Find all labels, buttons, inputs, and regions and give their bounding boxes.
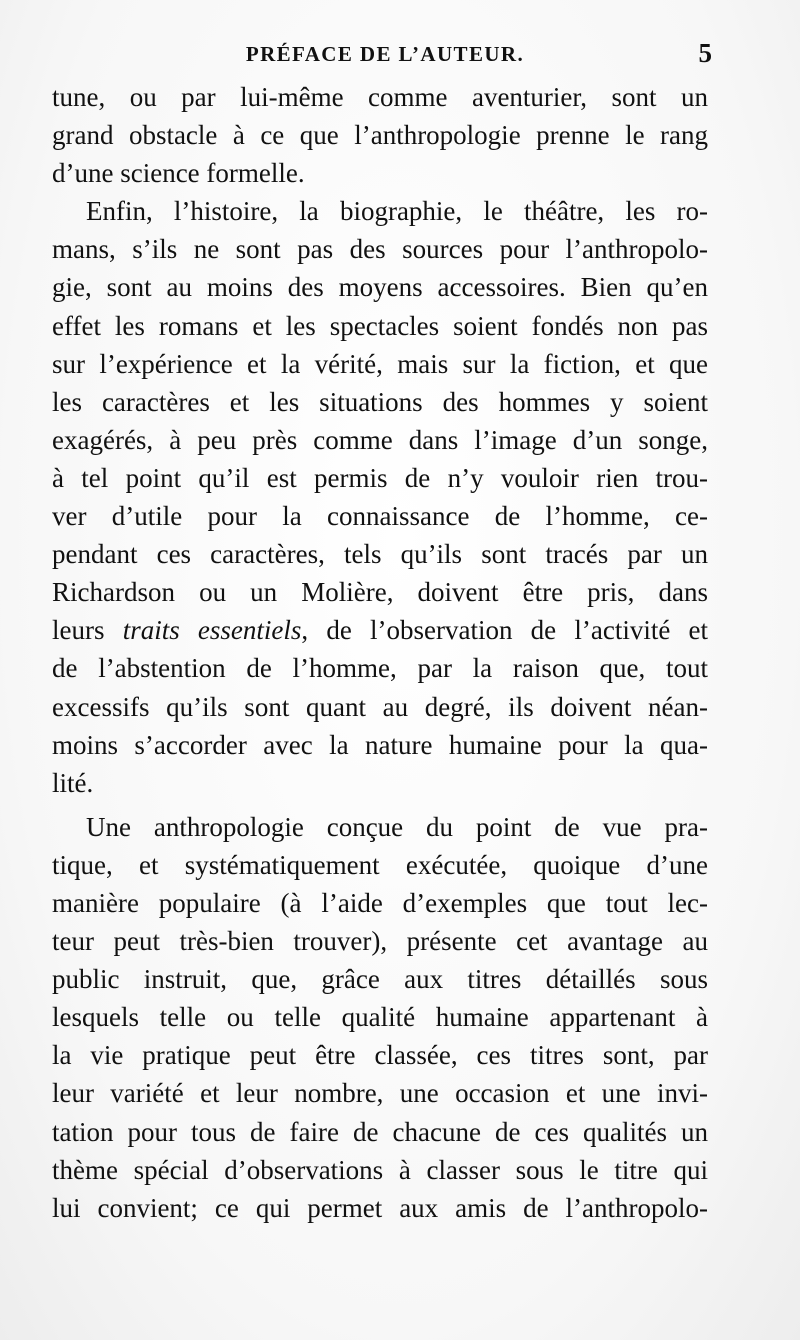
text-line: exagérés, à peu près comme dans l’image d’un songe,	[52, 424, 708, 455]
text-line: les caractères et les situations des hommes y soient	[52, 386, 708, 417]
text-line: tune, ou par lui-même comme aventurier, sont un	[52, 82, 708, 112]
text-line: pendant ces caractères, tels qu’ils sont tracés par un	[52, 539, 708, 570]
text-line-italic	[52, 611, 708, 649]
text-line: gie, sont au moins des moyens accessoires. Bien qu’en	[52, 272, 708, 303]
text-line: à tel point qu’il est permis de n’y vouloir rien trou-	[52, 462, 708, 493]
text-line: tique, et systématiquement exécutée, quoique d’une	[52, 849, 708, 880]
text-line: tation pour tous de faire de chacune de ces qualités un	[52, 1116, 708, 1147]
body-text	[52, 78, 708, 1227]
text-line: Une anthropologie conçue du point de vue pra-	[86, 811, 708, 842]
text-line: ver d’utile pour la connaissance de l’homme, ce-	[52, 501, 708, 532]
text-line: excessifs qu’ils sont quant au degré, ils doivent néan-	[52, 691, 708, 722]
text-line: effet les romans et les spectacles soient fondés non pas	[52, 310, 708, 341]
text-fragment: , de l’observation de l’activité et	[301, 615, 708, 646]
text-line: sur l’expérience et la vérité, mais sur la fiction, et que	[52, 348, 708, 379]
text-line: d’une science formelle.	[52, 158, 305, 189]
text-line: public instruit, que, grâce aux titres détaillés sous	[52, 964, 708, 995]
text-line: mans, s’ils ne sont pas des sources pour l’anthropolo-	[52, 234, 708, 265]
text-line: manière populaire (à l’aide d’exemples que tout lec-	[52, 887, 708, 918]
text-line: thème spécial d’observations à classer sous le titre qui	[52, 1154, 708, 1185]
text-fragment: leurs	[52, 615, 123, 646]
text-line: Richardson ou un Molière, doivent être pris, dans	[52, 577, 708, 608]
running-title: PRÉFACE DE L’AUTEUR.	[245, 42, 525, 66]
page-number: 5	[698, 38, 712, 68]
text-line: lesquels telle ou telle qualité humaine appartenant à	[52, 1002, 708, 1033]
text-line: grand obstacle à ce que l’anthropologie prenne le rang	[52, 120, 708, 151]
text-line: moins s’accorder avec la nature humaine pour la qua-	[52, 729, 708, 760]
text-line: lui convient; ce qui permet aux amis de l’anthropolo-	[52, 1192, 708, 1223]
running-head	[60, 38, 712, 72]
text-line: Enfin, l’histoire, la biographie, le théâtre, les ro-	[86, 196, 708, 227]
text-line: leur variété et leur nombre, une occasion et une invi-	[52, 1078, 708, 1109]
italic-phrase: traits essentiels	[122, 615, 302, 646]
text-line: lité.	[52, 767, 94, 798]
text-line: teur peut très-bien trouver), présente cet avantage au	[52, 926, 708, 957]
text-line: de l’abstention de l’homme, par la raison que, tout	[52, 653, 708, 684]
text-line: la vie pratique peut être classée, ces titres sont, par	[52, 1040, 708, 1071]
